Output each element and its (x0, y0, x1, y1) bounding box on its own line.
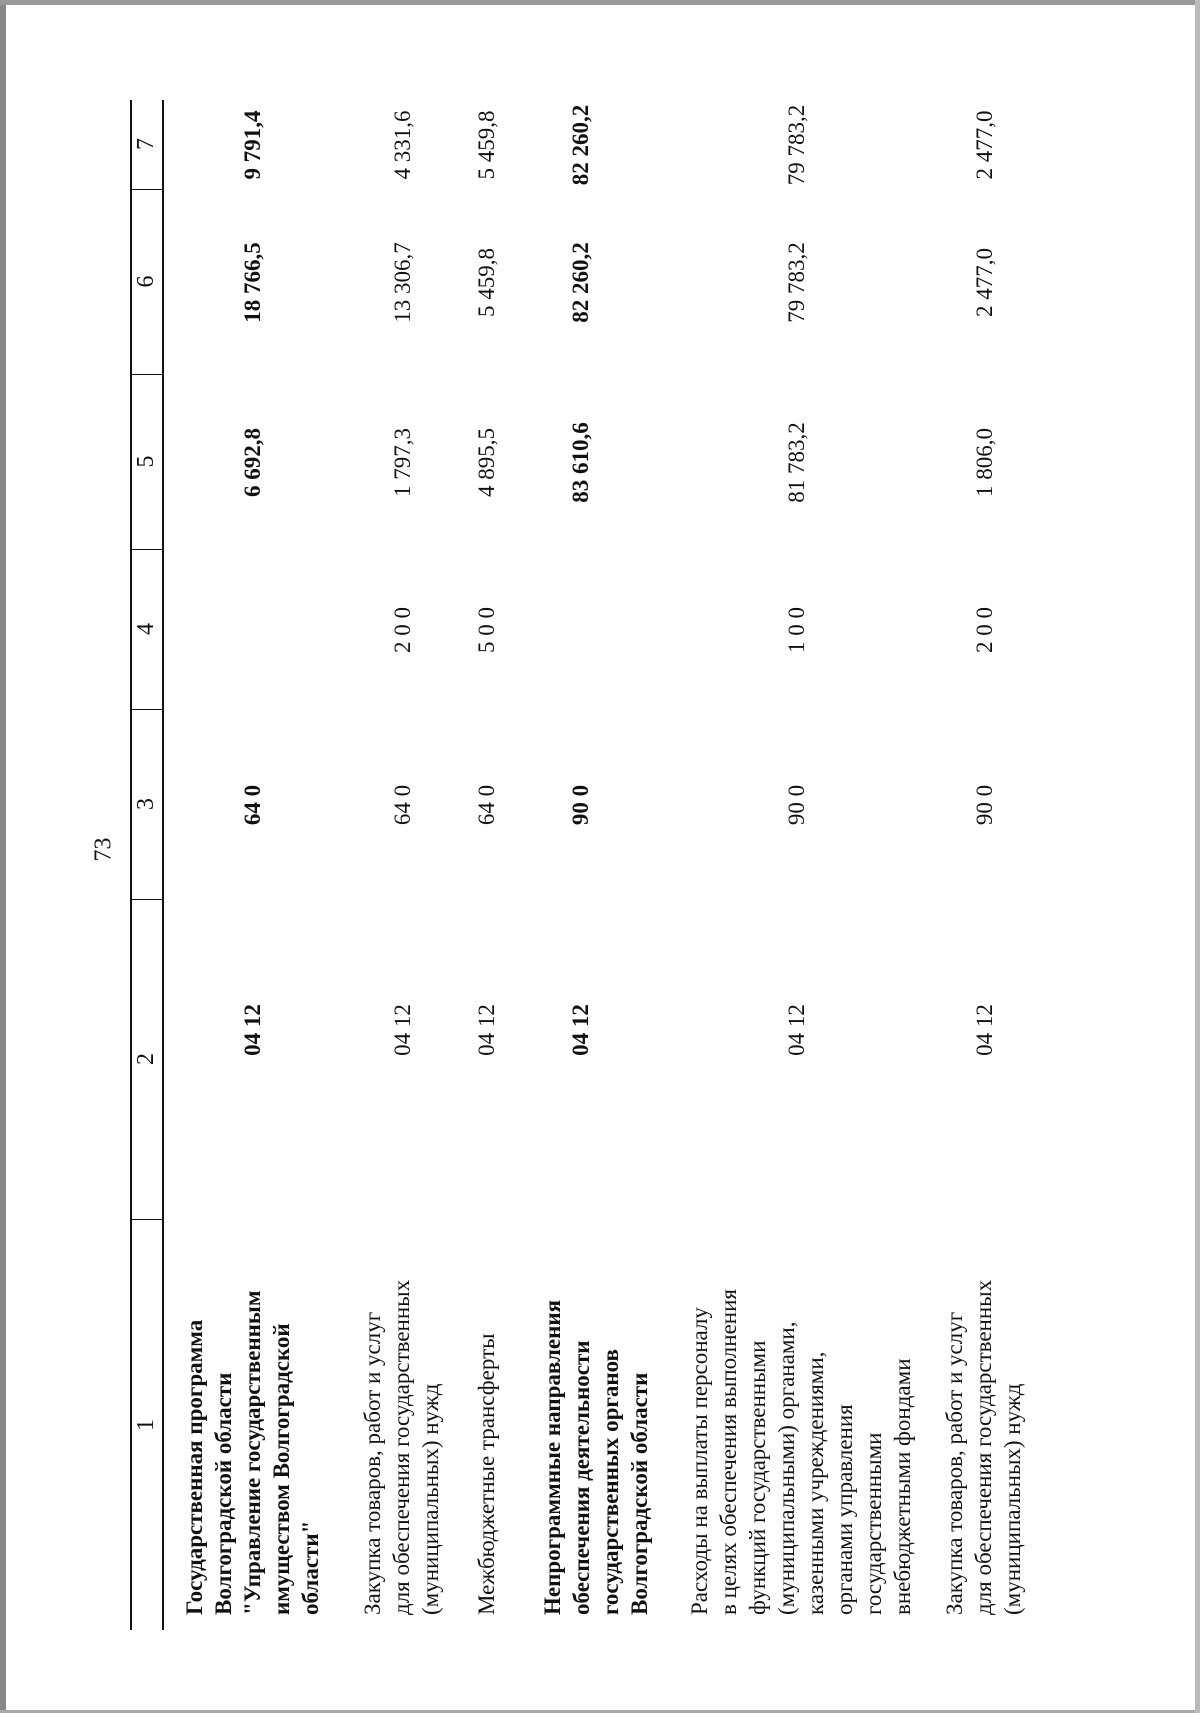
row-5-line-4: (муниципальными) органами, (774, 1321, 799, 1615)
row-6-line-1: Закупка товаров, работ и услуг (942, 1311, 967, 1615)
row-2-col5-value: 1 797,3 (390, 428, 415, 497)
row-2-line-3: (муниципальных) нужд (418, 1383, 443, 1615)
row-5-expense-type: 1 0 0 (784, 607, 809, 653)
column-header-3: 3 (130, 709, 162, 900)
column-header-1: 1 (133, 1419, 159, 1431)
row-1-program-code: 64 0 (240, 784, 265, 826)
row-2-line-1: Закупка товаров, работ и услуг (360, 1311, 385, 1615)
row-3-col7-value: 5 459,8 (474, 110, 499, 180)
row-4-col7-value: 82 260,2 (568, 104, 593, 186)
row-1-col5-value: 6 692,8 (240, 428, 265, 497)
row-5-line-2: в целях обеспечения выполнения (716, 1289, 741, 1615)
column-header-5: 5 (130, 374, 162, 550)
row-1-col6-value: 18 766,5 (240, 242, 265, 323)
row-6-col5-value: 1 806,0 (972, 428, 997, 497)
scan-left-edge (0, 0, 6, 1713)
row-4-program-code: 90 0 (568, 784, 593, 826)
row-3-program-code: 64 0 (474, 784, 499, 826)
scan-top-edge (0, 0, 1200, 5)
row-5-description (685, 1215, 917, 1615)
row-5-col5-value: 81 783,2 (784, 422, 809, 503)
row-5-line-1: Расходы на выплаты персоналу (687, 1307, 712, 1615)
row-5-program-code: 90 0 (784, 784, 809, 826)
page-number: 73 (90, 837, 117, 862)
row-2-program-code: 64 0 (390, 784, 415, 826)
row-5-line-7: государственными (861, 1432, 886, 1615)
row-6-expense-type: 2 0 0 (972, 607, 997, 653)
row-5-col6-value: 79 783,2 (784, 242, 809, 323)
budget-table (130, 100, 1030, 1630)
row-6-line-3: (муниципальных) нужд (1000, 1383, 1025, 1615)
row-1-line-2: Волгоградской области (211, 1372, 236, 1615)
row-6-program-code: 90 0 (972, 784, 997, 826)
column-header-7: 7 (130, 99, 162, 190)
column-header-4: 4 (130, 549, 162, 710)
row-2-line-2: для обеспечения государственных (389, 1279, 414, 1615)
scan-right-edge (1195, 0, 1200, 1713)
row-2-expense-type: 2 0 0 (390, 607, 415, 653)
row-6-line-2: для обеспечения государственных (971, 1279, 996, 1615)
row-3-description (472, 1215, 501, 1615)
header-bottom-rule (162, 100, 164, 1630)
row-3-col5-value: 4 895,5 (474, 428, 499, 497)
row-6-section-code: 04 12 (972, 1004, 997, 1056)
row-5-line-8: внебюджетными фондами (890, 1358, 915, 1615)
row-2-col6-value: 13 306,7 (390, 242, 415, 323)
column-header-6: 6 (130, 189, 162, 375)
row-1-line-1: Государственная программа (182, 1319, 207, 1615)
row-4-col5-value: 83 610,6 (568, 422, 593, 503)
row-3-section-code: 04 12 (474, 1004, 499, 1056)
row-1-col7-value: 9 791,4 (240, 110, 265, 180)
row-2-description (358, 1215, 445, 1615)
row-3-expense-type: 5 0 0 (474, 607, 499, 653)
row-6-description (940, 1215, 1027, 1615)
row-6-col7-value: 2 477,0 (972, 110, 997, 180)
row-2-section-code: 04 12 (390, 1004, 415, 1056)
row-1-line-5: области" (298, 1520, 323, 1615)
row-2-col7-value: 4 331,6 (390, 110, 415, 180)
row-4-line-4: Волгоградской области (627, 1372, 652, 1615)
row-4-line-3: государственных органов (598, 1349, 623, 1615)
row-5-line-3: функций государственными (745, 1340, 770, 1615)
row-6-col6-value: 2 477,0 (972, 248, 997, 317)
row-1-section-code: 04 12 (240, 1004, 265, 1056)
row-5-col7-value: 79 783,2 (784, 104, 809, 186)
row-1-line-3: "Управление государственным (240, 1290, 265, 1615)
row-4-line-2: обеспечения деятельности (569, 1340, 594, 1615)
row-4-col6-value: 82 260,2 (568, 242, 593, 323)
row-3-line-1: Межбюджетные трансферты (474, 1333, 499, 1615)
row-5-section-code: 04 12 (784, 1004, 809, 1056)
row-3-col6-value: 5 459,8 (474, 248, 499, 317)
row-1-line-4: имуществом Волгоградской (269, 1323, 294, 1615)
column-header-2: 2 (130, 899, 162, 1220)
row-4-description (538, 1215, 654, 1615)
row-4-line-1: Непрограммные направления (540, 1299, 565, 1615)
row-4-section-code: 04 12 (568, 1004, 593, 1056)
row-5-line-5: казенными учреждениями, (803, 1351, 828, 1615)
row-1-description (180, 1215, 325, 1615)
row-5-line-6: органами управления (832, 1404, 857, 1615)
